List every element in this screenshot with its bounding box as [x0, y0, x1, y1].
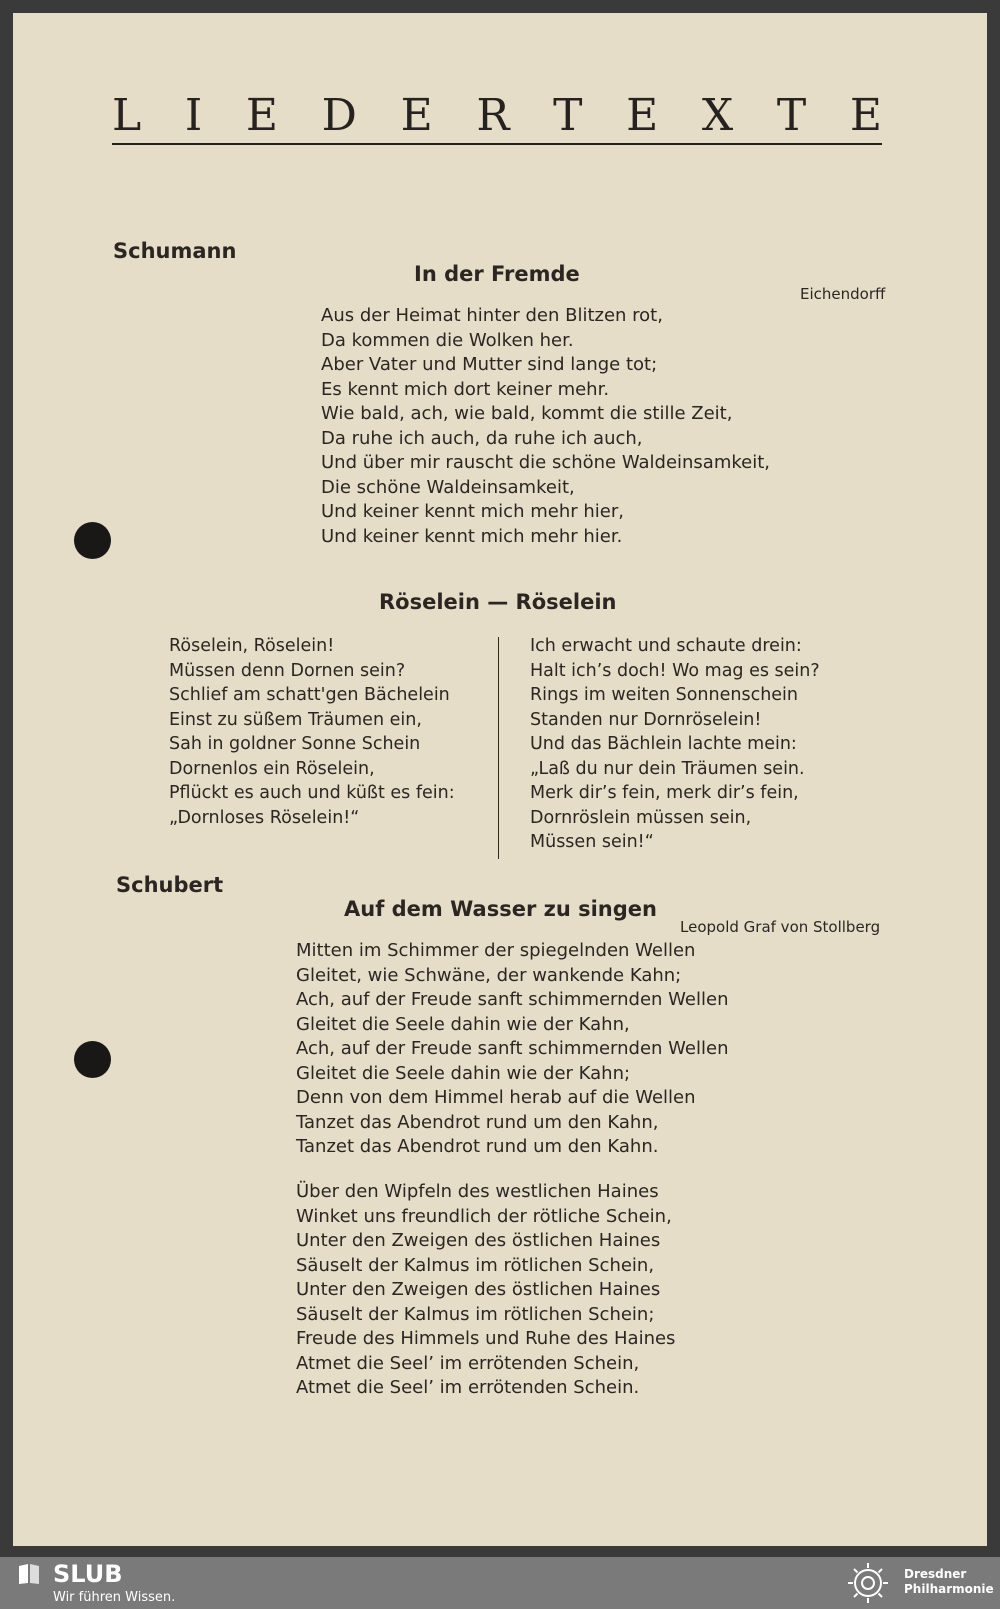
- verse-stanza-1: [296, 939, 728, 1160]
- verse-line: Aber Vater und Mutter sind lange tot;: [321, 354, 658, 375]
- verse-line: Da kommen die Wolken her.: [321, 329, 574, 351]
- title-letter: T: [776, 90, 807, 141]
- footer-bar: [0, 1557, 1000, 1609]
- verse-line: Wie bald, ach, wie bald, kommt die stille Zeit,: [321, 403, 733, 424]
- verse-line: Ach, auf der Freude sanft schimmernden Wellen: [296, 989, 729, 1010]
- verse-line: Denn von dem Himmel herab auf die Wellen: [296, 1087, 696, 1108]
- verse-line: Und über mir rauscht die schöne Waldeinsamkeit,: [321, 452, 771, 473]
- verse-line: „Dornloses Röselein!“: [169, 807, 360, 828]
- title-letter: E: [626, 90, 659, 141]
- verse-line: Ach, auf der Freude sanft schimmernden Wellen: [296, 1038, 729, 1059]
- title-letter: I: [184, 90, 203, 141]
- verse-line: Müssen sein!“: [530, 832, 654, 852]
- philharmonie-logo-icon[interactable]: [842, 1561, 894, 1605]
- poet-eichendorff: Eichendorff: [800, 285, 886, 303]
- title-letter: E: [400, 90, 433, 141]
- title-underline: [112, 143, 882, 145]
- verse-line: Ich erwacht und schaute drein:: [530, 636, 802, 656]
- verse-line: Und keiner kennt mich mehr hier.: [321, 525, 623, 547]
- title-letter: X: [701, 90, 734, 141]
- verse-line: Tanzet das Abendrot rund um den Kahn.: [296, 1136, 659, 1157]
- verse-line: Säuselt der Kalmus im rötlichen Schein;: [296, 1303, 655, 1325]
- philharmonie-name: [904, 1567, 994, 1597]
- verse-stanza-2: [296, 1180, 675, 1401]
- verse-line: Pflückt es auch und küßt es fein:: [169, 783, 455, 803]
- poet-stollberg: Leopold Graf von Stollberg: [680, 918, 881, 936]
- song-title-roeselein: Röselein — Röselein: [379, 590, 617, 614]
- verse-line: Und keiner kennt mich mehr hier,: [321, 501, 624, 522]
- verse-line: Mitten im Schimmer der spiegelnden Wellen: [296, 940, 696, 961]
- title-letter: R: [476, 90, 510, 141]
- verse-line: Gleitet die Seele dahin wie der Kahn;: [296, 1062, 631, 1084]
- punch-hole: [74, 1041, 111, 1078]
- verse-line: Aus der Heimat hinter den Blitzen rot,: [321, 305, 663, 326]
- verse-line: Gleitet, wie Schwäne, der wankende Kahn;: [296, 964, 682, 986]
- verse-line: Schlief am schatt'gen Bächelein: [169, 685, 450, 705]
- verse-line: Merk dir’s fein, merk dir’s fein,: [530, 783, 799, 803]
- composer-schumann: Schumann: [113, 239, 237, 263]
- title-letter: E: [245, 90, 279, 141]
- verse-line: Unter den Zweigen des östlichen Haines: [296, 1230, 661, 1251]
- title-letter: T: [553, 90, 583, 141]
- verse-line: Atmet die Seel’ im errötenden Schein,: [296, 1352, 640, 1374]
- verse-line: Rings im weiten Sonnenschein: [530, 685, 799, 705]
- book-icon: [17, 1563, 41, 1585]
- verse-line: Dornröslein müssen sein,: [530, 807, 752, 828]
- verse-roeselein-left: [169, 634, 455, 830]
- punch-hole: [74, 522, 111, 559]
- verse-line: Atmet die Seel’ im errötenden Schein.: [296, 1377, 640, 1398]
- verse-line: Und das Bächlein lachte mein:: [530, 734, 797, 754]
- column-divider: [498, 637, 499, 859]
- slub-tagline: Wir führen Wissen.: [53, 1590, 176, 1605]
- verse-line: Unter den Zweigen des östlichen Haines: [296, 1279, 661, 1300]
- philharmonie-line-2: Philharmonie: [904, 1582, 994, 1596]
- verse-line: Säuselt der Kalmus im rötlichen Schein,: [296, 1254, 655, 1276]
- song-title-auf-dem-wasser: Auf dem Wasser zu singen: [344, 897, 657, 921]
- verse-line: Die schöne Waldeinsamkeit,: [321, 476, 575, 498]
- verse-line: Müssen denn Dornen sein?: [169, 660, 406, 681]
- verse-line: Über den Wipfeln des westlichen Haines: [296, 1181, 659, 1202]
- verse-line: Es kennt mich dort keiner mehr.: [321, 378, 610, 400]
- verse-line: Freude des Himmels und Ruhe des Haines: [296, 1328, 676, 1349]
- verse-line: Halt ich’s doch! Wo mag es sein?: [530, 660, 820, 681]
- title-letter: L: [112, 90, 142, 141]
- verse-line: Standen nur Dornröselein!: [530, 709, 762, 730]
- verse-line: Dornenlos ein Röselein,: [169, 758, 375, 779]
- slub-logo-text[interactable]: SLUB: [53, 1560, 123, 1588]
- verse-in-der-fremde: [321, 304, 770, 549]
- verse-line: Einst zu süßem Träumen ein,: [169, 709, 422, 730]
- verse-line: „Laß du nur dein Träumen sein.: [530, 758, 805, 779]
- verse-roeselein-right: [530, 634, 820, 855]
- title-letter: E: [849, 90, 882, 141]
- verse-line: Röselein, Röselein!: [169, 636, 335, 656]
- philharmonie-line-1: Dresdner: [904, 1567, 967, 1581]
- page-title: [112, 90, 882, 141]
- verse-line: Gleitet die Seele dahin wie der Kahn,: [296, 1013, 630, 1035]
- song-title-in-der-fremde: In der Fremde: [414, 262, 580, 286]
- verse-line: Tanzet das Abendrot rund um den Kahn,: [296, 1111, 659, 1133]
- title-letter: D: [321, 90, 357, 141]
- verse-line: Da ruhe ich auch, da ruhe ich auch,: [321, 427, 643, 449]
- verse-line: Winket uns freundlich der rötliche Schein,: [296, 1205, 672, 1227]
- verse-line: Sah in goldner Sonne Schein: [169, 734, 421, 754]
- composer-schubert: Schubert: [116, 873, 224, 897]
